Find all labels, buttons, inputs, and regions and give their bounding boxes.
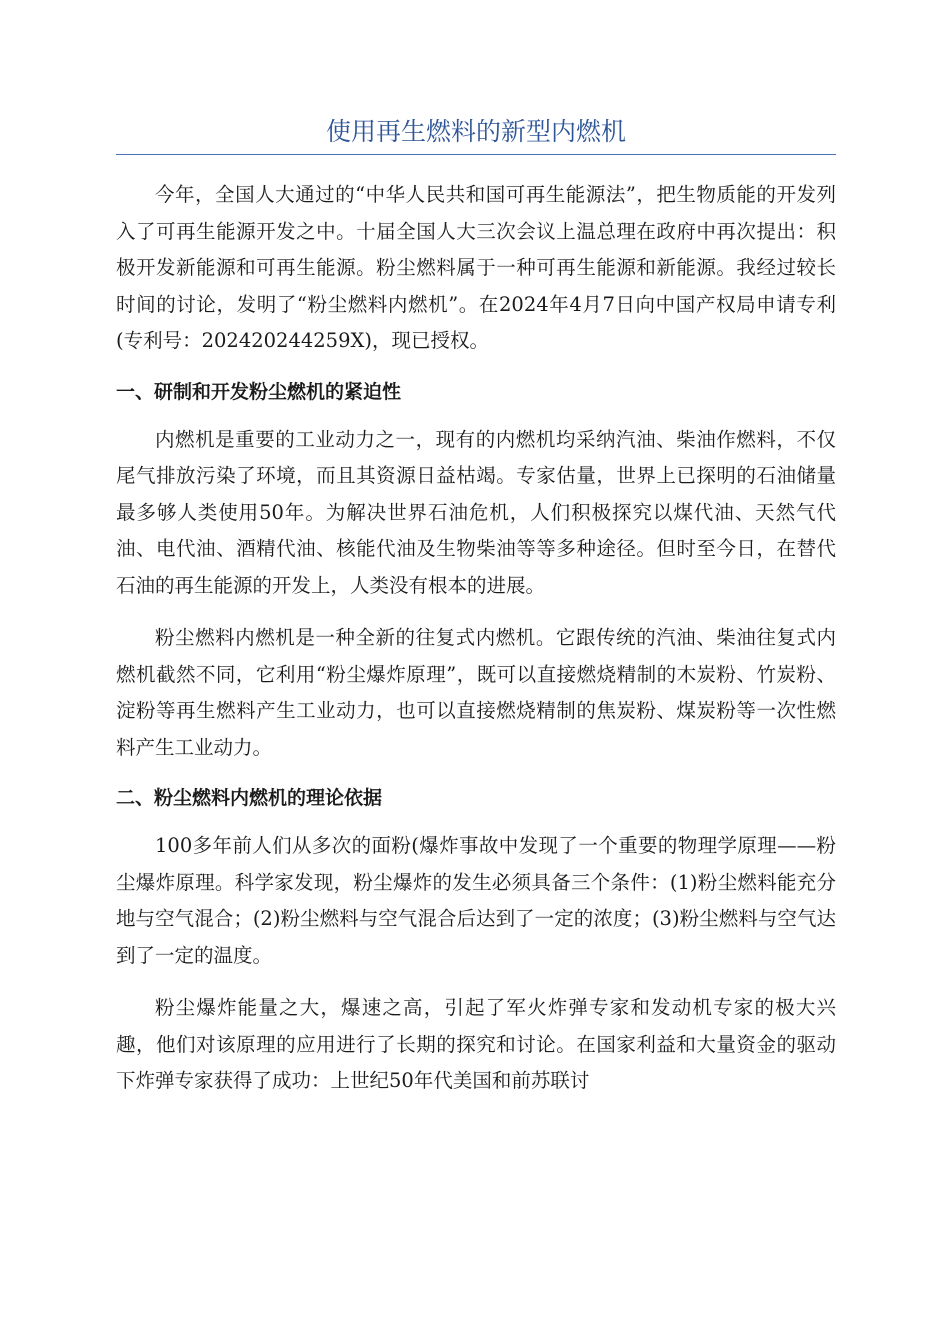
document-title: 使用再生燃料的新型内燃机: [116, 112, 836, 155]
section-1-paragraph-2: 粉尘燃料内燃机是一种全新的往复式内燃机。它跟传统的汽油、柴油往复式内燃机截然不同，它利用“粉尘爆炸原理”，既可以直接燃烧精制的木炭粉、竹炭粉、淀粉等再生燃料产生工业动力，也可以直接燃烧精制的焦炭粉、煤炭粉等一次性燃料产生工业动力。: [116, 626, 836, 759]
section-heading-2: 二、粉尘燃料内燃机的理论依据: [116, 787, 383, 809]
document-page: [116, 112, 836, 1100]
section-heading-1: 一、研制和开发粉尘燃机的紧迫性: [116, 380, 402, 403]
intro-paragraph: 今年，全国人大通过的“中华人民共和国可再生能源法”，把生物质能的开发列入了可再生能源开发之中。十届全国人大三次会议上温总理在政府中再次提出：积极开发新能源和可再生能源。粉尘燃料属于一种可再生能源和新能源。我经过较长时间的讨论，发明了“粉尘燃料内燃机”。在2024年4月7日向中国产权局申请专利(专利号：202420244259X)，现已授权。: [116, 183, 836, 352]
section-1-paragraph-1: 内燃机是重要的工业动力之一，现有的内燃机均采纳汽油、柴油作燃料，不仅尾气排放污染了环境，而且其资源日益枯竭。专家估量，世界上已探明的石油储量最多够人类使用50年。为解决世界石油危机，人们积极探究以煤代油、天然气代油、电代油、酒精代油、核能代油及生物柴油等等多种途径。但时至今日，在替代石油的再生能源的开发上，人类没有根本的进展。: [116, 427, 836, 597]
section-2-paragraph-2: 粉尘爆炸能量之大，爆速之高，引起了军火炸弹专家和发动机专家的极大兴趣，他们对该原理的应用进行了长期的探究和讨论。在国家利益和大量资金的驱动下炸弹专家获得了成功：上世纪50年代美国和前苏联讨: [116, 996, 836, 1092]
section-2-paragraph-1: 100多年前人们从多次的面粉(爆炸事故中发现了一个重要的物理学原理——粉尘爆炸原理。科学家发现，粉尘爆炸的发生必须具备三个条件：(1)粉尘燃料能充分地与空气混合；(2)粉尘燃料与空气混合后达到了一定的浓度；(3)粉尘燃料与空气达到了一定的温度。: [116, 834, 836, 967]
